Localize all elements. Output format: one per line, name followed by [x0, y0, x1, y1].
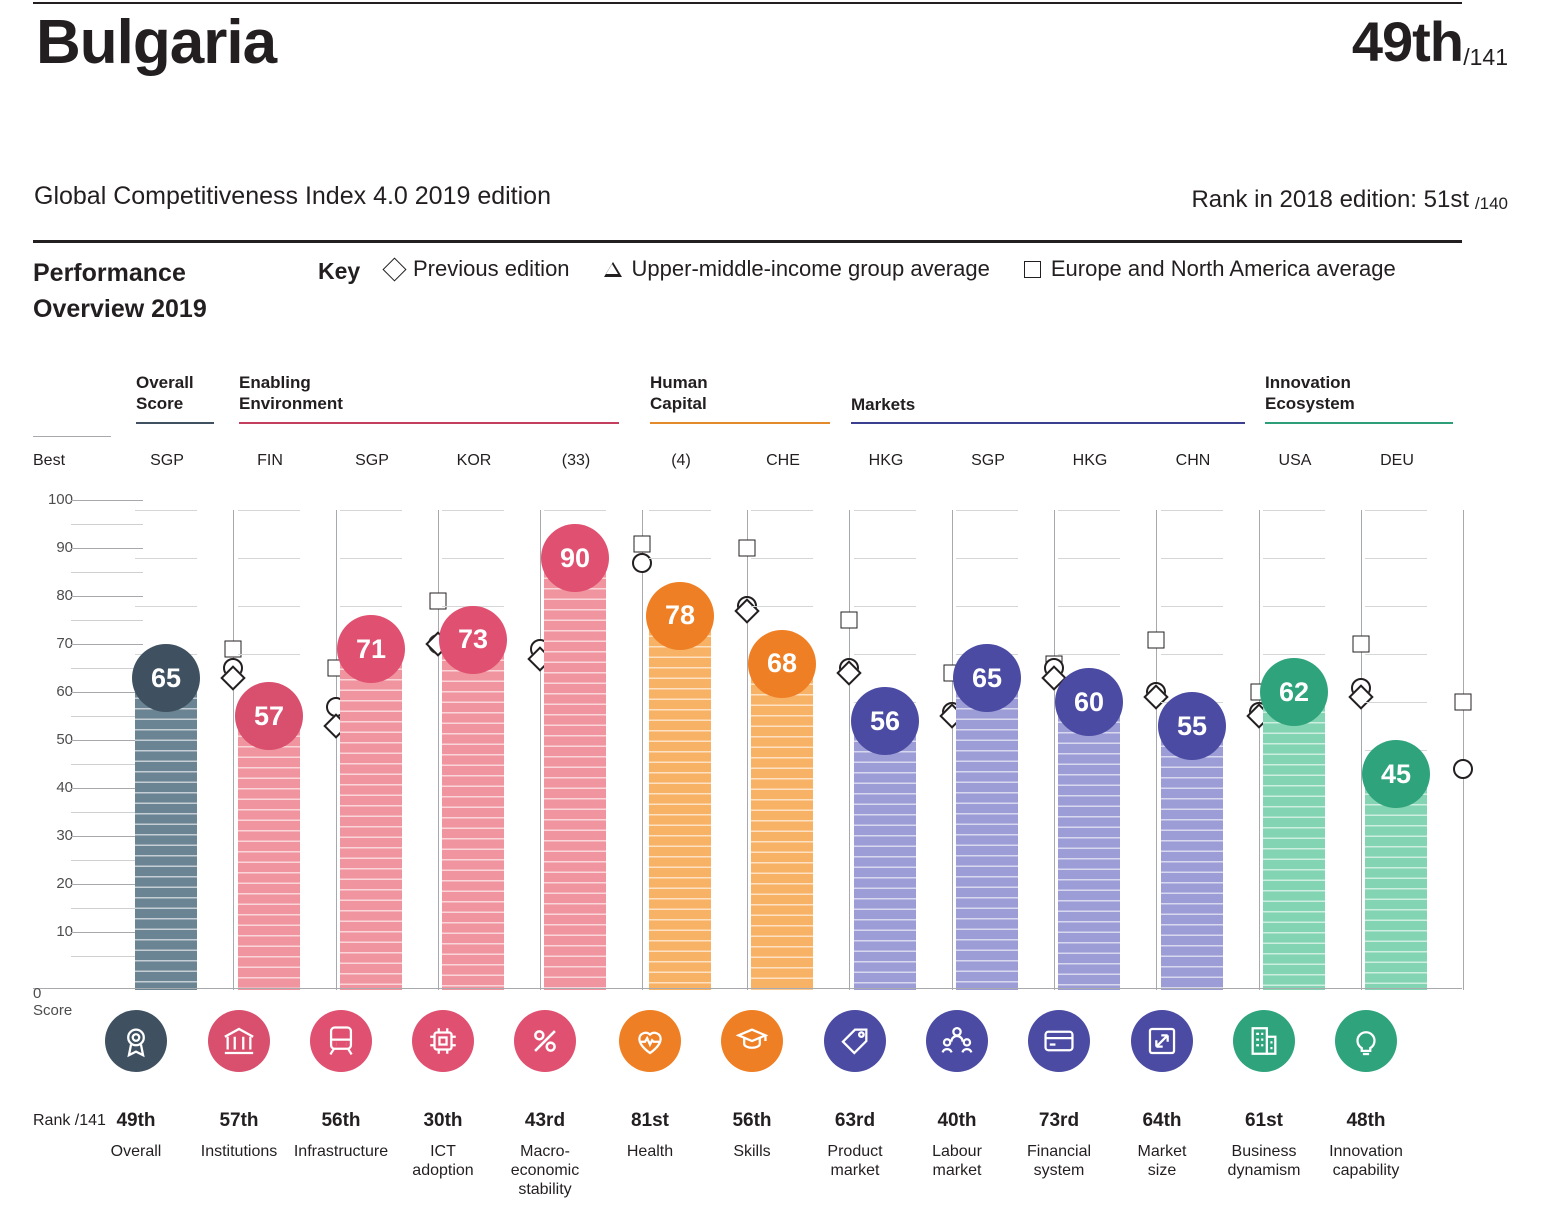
- group-header-line2: Environment: [239, 394, 343, 414]
- axis-tick: [71, 692, 143, 693]
- previous-edition-rank: Rank in 2018 edition: 51st: [1191, 186, 1469, 213]
- column-gridline: [1058, 606, 1120, 607]
- card-icon: [1028, 1010, 1090, 1072]
- country-name: Bulgaria: [36, 8, 277, 77]
- group-header-line1: Markets: [851, 395, 916, 414]
- medal-icon: [105, 1010, 167, 1072]
- group-rule-innovation-ecosystem: [1265, 422, 1453, 424]
- pillar-name-line: Skills: [733, 1143, 771, 1160]
- pillar-rank-labour: 40th: [937, 1110, 977, 1131]
- bar-column-health: [649, 510, 711, 990]
- group-header-line1: Innovation: [1265, 373, 1351, 392]
- index-title: Global Competitiveness Index 4.0 2019 edition: [34, 182, 551, 210]
- axis-tick: [71, 500, 143, 501]
- column-gridline: [135, 606, 197, 607]
- score-bar: [442, 640, 504, 990]
- marker-rail: [1259, 510, 1260, 990]
- best-performer-product: HKG: [868, 452, 904, 469]
- axis-minor-tick: [71, 620, 143, 621]
- axis-minor-tick: [71, 764, 143, 765]
- best-performer-financial: HKG: [1072, 452, 1108, 469]
- previous-edition-rank-denominator: /140: [1474, 194, 1508, 213]
- axis-tick-label: 90: [56, 539, 73, 556]
- pillar-name-skills: [696, 1142, 808, 1161]
- column-gridline: [442, 510, 504, 511]
- group-header-line2: Capital: [650, 394, 707, 414]
- bar-column-financial: [1058, 510, 1120, 990]
- column-gridline: [956, 606, 1018, 607]
- score-bar: [1058, 702, 1120, 990]
- pillar-name-financial: [1003, 1142, 1115, 1180]
- column-gridline: [1365, 654, 1427, 655]
- score-bubble-institutions: 57: [235, 682, 303, 750]
- marker-rail: [540, 510, 541, 990]
- column-gridline: [1365, 510, 1427, 511]
- bar-column-macro: [544, 510, 606, 990]
- score-bubble-business: 62: [1260, 658, 1328, 726]
- tag-icon: [824, 1010, 886, 1072]
- group-header-innovation-ecosystem: [1265, 372, 1455, 415]
- pillar-name-line: Health: [626, 1143, 674, 1160]
- axis-minor-tick: [71, 908, 143, 909]
- legend-label: Key: [318, 258, 361, 284]
- column-gridline: [751, 558, 813, 559]
- pillar-name-line: Business: [1231, 1143, 1297, 1160]
- marker-square-icon: [634, 535, 651, 552]
- axis-minor-tick: [71, 860, 143, 861]
- best-performer-skills: CHE: [766, 452, 800, 469]
- pillar-rank-overall: 49th: [116, 1110, 156, 1131]
- institution-icon: [208, 1010, 270, 1072]
- bar-column-skills: [751, 510, 813, 990]
- column-gridline: [340, 510, 402, 511]
- column-gridline: [1161, 558, 1223, 559]
- pillar-name-product: [799, 1142, 911, 1180]
- score-bar: [649, 616, 711, 990]
- pillar-name-overall: [80, 1142, 192, 1161]
- column-gridline: [238, 558, 300, 559]
- group-header-line1: Overall: [136, 373, 194, 392]
- axis-baseline: [33, 988, 1462, 989]
- axis-minor-tick: [71, 956, 143, 957]
- score-bubble-labour: 65: [953, 644, 1021, 712]
- score-bar: [238, 716, 300, 990]
- bar-column-infrastructure: [340, 510, 402, 990]
- bar-column-overall: [135, 510, 197, 990]
- pillar-name-line: capability: [1332, 1162, 1400, 1180]
- group-header-markets: [851, 394, 1031, 415]
- building-icon: [1233, 1010, 1295, 1072]
- best-performer-business: USA: [1278, 452, 1312, 469]
- pillar-name-line: market: [932, 1162, 982, 1180]
- group-header-line2: Score: [136, 394, 184, 414]
- pillar-rank-financial: 73rd: [1038, 1110, 1080, 1131]
- group-header-line2: Ecosystem: [1265, 394, 1355, 414]
- marker-rail: [1054, 510, 1055, 990]
- pillar-name-line: market: [830, 1162, 880, 1180]
- pillar-name-line: economic: [510, 1162, 580, 1180]
- pillar-name-line: Labour: [932, 1143, 982, 1160]
- axis-tick: [71, 548, 143, 549]
- axis-tick: [71, 788, 143, 789]
- score-bubble-innovation: 45: [1362, 740, 1430, 808]
- group-header-line1: Human: [650, 373, 708, 392]
- column-gridline: [1365, 606, 1427, 607]
- bar-column-labour: [956, 510, 1018, 990]
- axis-tick-label: 100: [47, 491, 73, 508]
- overall-rank-denominator: /141: [1463, 44, 1508, 70]
- axis-score-label: Score: [33, 1002, 73, 1019]
- column-gridline: [238, 654, 300, 655]
- column-gridline: [1263, 654, 1325, 655]
- best-performer-macro: (33): [561, 452, 591, 469]
- column-gridline: [1058, 510, 1120, 511]
- column-gridline: [1365, 702, 1427, 703]
- marker-rail: [747, 510, 748, 990]
- pillar-rank-market_size: 64th: [1142, 1110, 1182, 1131]
- marker-circle-icon: [1453, 759, 1473, 779]
- best-performer-labour: SGP: [971, 452, 1005, 469]
- pillar-name-line: Infrastructure: [293, 1143, 389, 1160]
- axis-minor-tick: [71, 812, 143, 813]
- column-gridline: [1365, 558, 1427, 559]
- pillar-rank-infrastructure: 56th: [321, 1110, 361, 1131]
- score-bar: [340, 649, 402, 990]
- column-gridline: [649, 558, 711, 559]
- column-gridline: [854, 654, 916, 655]
- marker-rail: [1361, 510, 1362, 990]
- marker-square-icon: [1455, 694, 1472, 711]
- column-gridline: [854, 510, 916, 511]
- column-gridline: [1263, 510, 1325, 511]
- best-performer-innovation: DEU: [1380, 452, 1414, 469]
- column-gridline: [1161, 510, 1223, 511]
- train-icon: [310, 1010, 372, 1072]
- score-bubble-health: 78: [646, 582, 714, 650]
- score-bubble-infrastructure: 71: [337, 615, 405, 683]
- pillar-name-health: [594, 1142, 706, 1161]
- bar-column-innovation: [1365, 510, 1427, 990]
- score-bar: [751, 664, 813, 990]
- axis-tick-label: 80: [56, 587, 73, 604]
- column-gridline: [340, 558, 402, 559]
- column-gridline: [854, 558, 916, 559]
- column-gridline: [340, 606, 402, 607]
- column-gridline: [1263, 606, 1325, 607]
- axis-minor-tick: [71, 716, 143, 717]
- marker-rail: [1156, 510, 1157, 990]
- pillar-rank-business: 61st: [1244, 1110, 1284, 1131]
- pillar-name-line: Financial: [1026, 1143, 1092, 1160]
- legend-item-upper-middle-income: [604, 256, 990, 282]
- percent-icon: [514, 1010, 576, 1072]
- pillar-name-line: Institutions: [200, 1143, 278, 1160]
- score-bar: [544, 558, 606, 990]
- column-gridline: [135, 510, 197, 511]
- score-bar: [1263, 692, 1325, 990]
- diamond-icon: [382, 257, 406, 281]
- bulb-icon: [1335, 1010, 1397, 1072]
- axis-minor-tick: [71, 524, 143, 525]
- legend-item-label: Previous edition: [413, 256, 570, 281]
- score-bubble-skills: 68: [748, 630, 816, 698]
- pillar-name-line: Innovation: [1329, 1143, 1403, 1160]
- chip-icon: [412, 1010, 474, 1072]
- pillar-name-macro: [489, 1142, 601, 1200]
- column-gridline: [442, 558, 504, 559]
- axis-tick-label: 10: [56, 923, 73, 940]
- graduate-icon: [721, 1010, 783, 1072]
- axis-tick: [71, 596, 143, 597]
- marker-rail: [849, 510, 850, 990]
- legend-item-label: Upper-middle-income group average: [631, 256, 990, 281]
- column-gridline: [956, 510, 1018, 511]
- pillar-name-labour: [901, 1142, 1013, 1180]
- pillar-name-line: size: [1147, 1162, 1177, 1180]
- best-performer-infrastructure: SGP: [355, 452, 389, 469]
- bar-column-ict: [442, 510, 504, 990]
- bar-column-market_size: [1161, 510, 1223, 990]
- bar-column-institutions: [238, 510, 300, 990]
- axis-tick: [71, 884, 143, 885]
- axis-tick-label: 70: [56, 635, 73, 652]
- score-bubble-ict: 73: [439, 606, 507, 674]
- score-bubble-market_size: 55: [1158, 692, 1226, 760]
- best-performer-health: (4): [671, 452, 691, 469]
- legend: [386, 256, 1396, 282]
- column-gridline: [1263, 558, 1325, 559]
- score-bubble-product: 56: [851, 687, 919, 755]
- score-bar: [956, 678, 1018, 990]
- pillar-rank-health: 81st: [630, 1110, 670, 1131]
- column-gridline: [135, 558, 197, 559]
- pillar-name-line: stability: [518, 1181, 572, 1199]
- score-bubble-financial: 60: [1055, 668, 1123, 736]
- people-icon: [926, 1010, 988, 1072]
- square-icon: [1024, 261, 1041, 278]
- column-gridline: [956, 558, 1018, 559]
- column-gridline: [238, 606, 300, 607]
- column-gridline: [1161, 654, 1223, 655]
- best-performer-ict: KOR: [456, 452, 492, 469]
- best-performer-institutions: FIN: [257, 452, 283, 469]
- pillar-name-line: dynamism: [1227, 1162, 1301, 1180]
- group-header-enabling-environment: [239, 372, 499, 415]
- rank-row-label: Rank /141: [33, 1112, 106, 1129]
- score-bar: [1161, 726, 1223, 990]
- column-gridline: [751, 510, 813, 511]
- group-rule-overall-score: [136, 422, 214, 424]
- column-gridline: [544, 510, 606, 511]
- pillar-rank-innovation: 48th: [1346, 1110, 1386, 1131]
- pillar-rank-institutions: 57th: [219, 1110, 259, 1131]
- expand-icon: [1131, 1010, 1193, 1072]
- pillar-name-market_size: [1106, 1142, 1218, 1180]
- pillar-name-line: ICT: [430, 1143, 456, 1160]
- pillar-rank-product: 63rd: [834, 1110, 876, 1131]
- page-title-line1: Performance: [33, 259, 186, 287]
- column-gridline: [854, 606, 916, 607]
- bar-column-product: [854, 510, 916, 990]
- score-bubble-overall: 65: [132, 644, 200, 712]
- group-rule-human-capital: [650, 422, 830, 424]
- legend-item-previous-edition: [386, 256, 570, 282]
- best-row-rule: [33, 436, 111, 437]
- bar-column-business: [1263, 510, 1325, 990]
- axis-tick: [71, 740, 143, 741]
- overall-rank: 49th: [1351, 10, 1463, 73]
- pillar-rank-macro: 43rd: [524, 1110, 566, 1131]
- pillar-name-line: adoption: [412, 1162, 474, 1180]
- pillar-name-line: Overall: [110, 1143, 162, 1160]
- marker-rail: [233, 510, 234, 990]
- triangle-icon: [604, 262, 622, 277]
- marker-rail: [438, 510, 439, 990]
- best-label: Best: [33, 452, 66, 469]
- axis-minor-tick: [71, 572, 143, 573]
- marker-rail: [336, 510, 337, 990]
- score-bar: [854, 721, 916, 990]
- group-header-overall-score: [136, 372, 246, 415]
- axis-tick-label: 50: [56, 731, 73, 748]
- chart-plot-area: [33, 491, 1462, 990]
- axis-tick-label: 30: [56, 827, 73, 844]
- group-header-line1: Enabling: [239, 373, 311, 392]
- pillar-name-line: Macro-: [520, 1143, 570, 1160]
- column-gridline: [649, 510, 711, 511]
- marker-rail: [642, 510, 643, 990]
- pillar-name-ict: [387, 1142, 499, 1180]
- pillar-name-institutions: [183, 1142, 295, 1161]
- axis-tick-label: 20: [56, 875, 73, 892]
- axis-tick: [71, 644, 143, 645]
- column-gridline: [238, 510, 300, 511]
- axis-tick: [71, 932, 143, 933]
- axis-zero-label: 0: [33, 985, 42, 1002]
- pillar-name-business: [1208, 1142, 1320, 1180]
- best-performer-market_size: CHN: [1175, 452, 1211, 469]
- score-bar: [135, 678, 197, 990]
- axis-tick: [71, 836, 143, 837]
- pillar-name-line: Market: [1137, 1143, 1187, 1160]
- score-bubble-macro: 90: [541, 524, 609, 592]
- pillar-name-innovation: [1310, 1142, 1422, 1180]
- marker-rail: [1463, 510, 1464, 990]
- group-rule-markets: [851, 422, 1245, 424]
- axis-tick-label: 60: [56, 683, 73, 700]
- heart-icon: [619, 1010, 681, 1072]
- pillar-rank-skills: 56th: [732, 1110, 772, 1131]
- group-rule-enabling-environment: [239, 422, 619, 424]
- best-performer-overall: SGP: [150, 452, 184, 469]
- pillar-name-infrastructure: [285, 1142, 397, 1161]
- page-title: [33, 255, 293, 328]
- header-divider: [33, 240, 1462, 243]
- column-gridline: [751, 606, 813, 607]
- pillar-name-line: Product: [827, 1143, 883, 1160]
- column-gridline: [1161, 606, 1223, 607]
- legend-item-label: Europe and North America average: [1050, 256, 1396, 281]
- pillar-name-line: system: [1033, 1162, 1085, 1180]
- legend-item-europe-north-america: [1024, 256, 1396, 282]
- column-gridline: [1058, 654, 1120, 655]
- marker-rail: [952, 510, 953, 990]
- group-header-human-capital: [650, 372, 830, 415]
- axis-tick-label: 40: [56, 779, 73, 796]
- page-title-line2: Overview 2019: [33, 295, 207, 324]
- column-gridline: [1058, 558, 1120, 559]
- pillar-rank-ict: 30th: [423, 1110, 463, 1131]
- top-divider: [33, 2, 1462, 4]
